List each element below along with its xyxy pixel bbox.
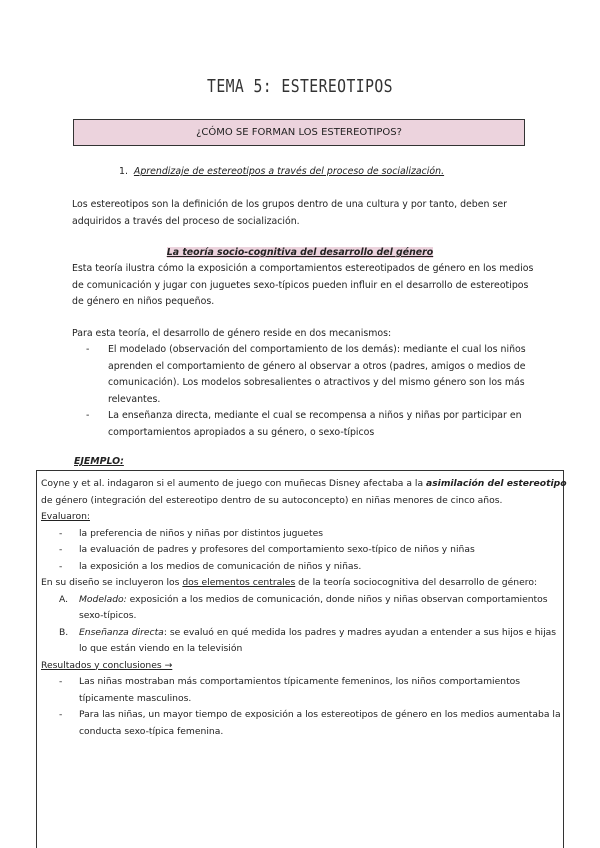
list-marker: B. xyxy=(59,626,69,638)
element-text: sexo-típicos. xyxy=(79,610,137,621)
list-marker: - xyxy=(59,544,63,555)
design-line xyxy=(41,575,567,592)
results-label xyxy=(41,658,567,675)
example-label xyxy=(74,454,124,471)
theory-heading xyxy=(0,245,600,262)
element-item xyxy=(59,625,567,658)
evaluated-text: la exposición a los medios de comunicación de niños y niñas. xyxy=(79,560,362,572)
evaluated-text: la preferencia de niños y niñas por distintos juguetes xyxy=(79,527,324,539)
element-term: Modelado: xyxy=(79,593,127,605)
theory-line: Esta teoría ilustra cómo la exposición a comportamientos estereotipados de género en los medios xyxy=(72,263,534,274)
evaluated-label xyxy=(41,509,567,526)
example-emphasis: asimilación del estereotipo xyxy=(426,478,567,489)
theory-line: de comunicación y jugar con juguetes sexo-típicos pueden influir en el desarrollo de estereotipos xyxy=(72,279,529,291)
evaluated-item xyxy=(59,542,567,559)
result-line: Las niñas mostraban más comportamientos típicamente femeninos, los niños comportamientos xyxy=(79,676,521,687)
result-item xyxy=(59,674,567,707)
subheading xyxy=(119,164,444,181)
mechanism-line: relevantes. xyxy=(108,393,161,405)
page-title: TEMA 5: ESTEREOTIPOS xyxy=(207,76,393,97)
mechanisms-list xyxy=(86,342,526,441)
element-text: exposición a los medios de comunicación, donde niños y niñas observan comportamientos xyxy=(126,593,548,605)
mechanism-line: El modelado (observación del comportamiento de los demás): mediante el cual los niños xyxy=(108,344,526,355)
mechanism-line: comportamientos apropiados a su género, o sexo-típicos xyxy=(108,426,375,438)
mechanism-item xyxy=(86,408,526,441)
example-label-text: EJEMPLO: xyxy=(74,456,124,467)
mechanism-item xyxy=(86,342,526,408)
design-text: de la teoría sociocognitiva del desarrollo de género: xyxy=(295,577,538,588)
evaluated-list xyxy=(59,526,567,576)
design-underlined: dos elementos centrales xyxy=(182,577,296,588)
evaluated-item xyxy=(59,526,567,543)
element-item xyxy=(59,592,567,625)
list-marker: - xyxy=(59,527,63,539)
theory-title: La teoría socio-cognitiva del desarrollo del género xyxy=(166,247,434,258)
list-marker: - xyxy=(59,560,63,572)
example-text: Coyne y et al. indagaron si el aumento de juego con muñecas Disney afectaba a la xyxy=(41,478,427,489)
section-header-text: ¿CÓMO SE FORMAN LOS ESTEREOTIPOS? xyxy=(196,127,402,138)
intro-line: adquiridos a través del proceso de socialización. xyxy=(72,215,300,227)
evaluated-label-text: Evaluaron: xyxy=(41,511,90,522)
element-line xyxy=(79,625,567,642)
theory-paragraph xyxy=(72,261,533,311)
result-line: conducta sexo-típica femenina. xyxy=(79,725,224,737)
example-line: de género (integración del estereotipo dentro de su autoconcepto) en niñas menores de cinco años. xyxy=(41,494,503,506)
result-item xyxy=(59,707,567,740)
section-header xyxy=(73,119,525,146)
result-line: Para las niñas, un mayor tiempo de exposición a los estereotipos de género en los medios aumentaba la xyxy=(79,709,561,720)
intro-line: Los estereotipos son la definición de los grupos dentro de una cultura y por tanto, deben ser xyxy=(72,199,507,210)
example-line xyxy=(41,476,567,493)
mechanism-line: La enseñanza directa, mediante el cual se recompensa a niños y niñas por participar en xyxy=(108,410,522,421)
results-list xyxy=(59,674,567,740)
list-marker: - xyxy=(86,410,90,421)
list-marker: - xyxy=(86,344,90,355)
subheading-text: Aprendizaje de estereotipos a través del proceso de socialización. xyxy=(133,166,445,177)
design-text: En su diseño se incluyeron los xyxy=(41,577,183,588)
evaluated-text: la evaluación de padres y profesores del comportamiento sexo-típico de niños y niñas xyxy=(79,544,475,555)
element-line xyxy=(79,592,567,609)
mechanism-line: comunicación). Los modelos sobresalientes o atractivos y del mismo género son los más xyxy=(108,377,525,388)
list-marker: A. xyxy=(59,593,69,605)
element-term: Enseñanza directa xyxy=(79,626,164,638)
result-line: típicamente masculinos. xyxy=(79,692,192,704)
theory-line: de género en niños pequeños. xyxy=(72,296,215,307)
element-text: lo que están viendo en la televisión xyxy=(79,643,243,654)
elements-list xyxy=(59,592,567,658)
list-marker: - xyxy=(59,676,63,687)
list-marker: - xyxy=(59,709,63,720)
mechanism-line: aprenden el comportamiento de género al observar a otros (padres, amigos o medios de xyxy=(108,360,526,372)
example-content xyxy=(41,476,567,740)
results-label-text: Resultados y conclusiones → xyxy=(41,659,173,671)
element-text: : se evaluó en qué medida los padres y madres ayudan a entender a sus hijos e hijas xyxy=(163,626,557,638)
subheading-number: 1. xyxy=(119,166,128,177)
intro-paragraph xyxy=(72,197,507,230)
evaluated-item xyxy=(59,559,567,576)
mechanisms-intro: Para esta teoría, el desarrollo de género reside en dos mecanismos: xyxy=(72,328,392,339)
